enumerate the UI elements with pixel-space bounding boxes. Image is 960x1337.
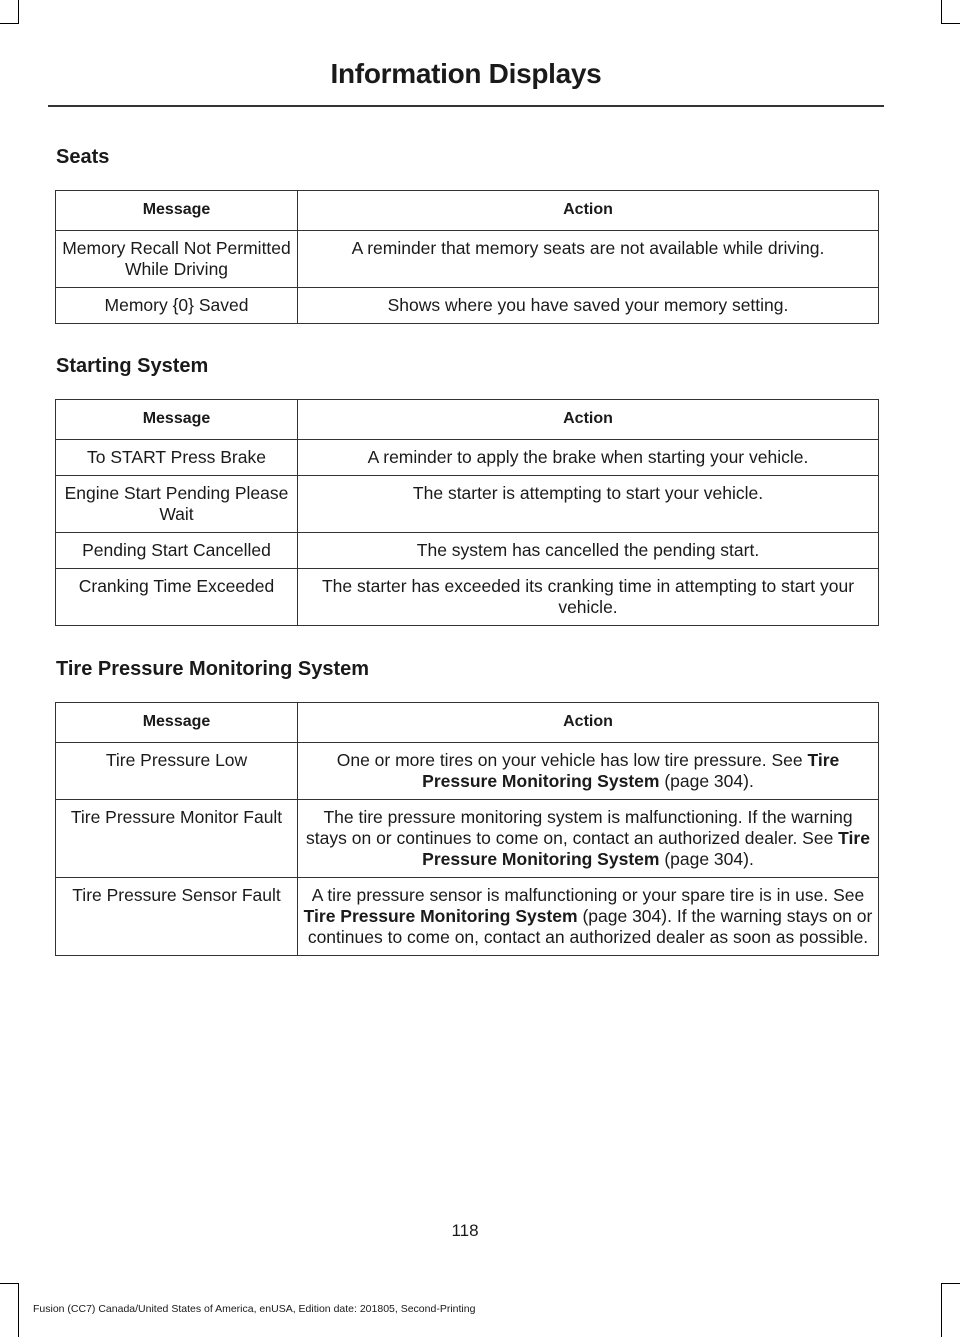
action-cell: The system has cancelled the pending start. (298, 533, 879, 569)
table-row (56, 440, 879, 476)
action-text: One or more tires on your vehicle has low tire pressure. See (336, 750, 808, 770)
table-row (56, 476, 879, 533)
message-cell: Memory Recall Not Permitted While Driving (56, 231, 298, 288)
crop-mark-top-left (0, 23, 19, 24)
table-row (56, 533, 879, 569)
footer-text: Fusion (CC7) Canada/United States of America, enUSA, Edition date: 201805, Second-Printing (33, 1303, 476, 1315)
table-row (56, 231, 879, 288)
table-starting-system (55, 399, 879, 626)
action-cell: The starter is attempting to start your vehicle. (298, 476, 879, 533)
section-title-tire-pressure: Tire Pressure Monitoring System (56, 658, 370, 680)
crop-mark-top-right (941, 0, 942, 24)
column-header-message: Message (56, 703, 298, 743)
table-row (56, 569, 879, 626)
action-cell (298, 800, 879, 878)
message-cell: Tire Pressure Low (56, 743, 298, 800)
column-header-message: Message (56, 400, 298, 440)
cross-reference-link[interactable]: Tire Pressure Monitoring System (422, 828, 870, 869)
table-tire-pressure (55, 702, 879, 956)
action-text: (page 304). If the warning stays on or continues to come on, contact an authorized dealer as soon as possible. (307, 906, 873, 947)
column-header-action: Action (298, 191, 879, 231)
page-number: 118 (451, 1221, 479, 1240)
crop-mark-bottom-right (941, 1283, 960, 1284)
table-row (56, 288, 879, 324)
message-cell: To START Press Brake (56, 440, 298, 476)
message-cell: Engine Start Pending Please Wait (56, 476, 298, 533)
table-row (56, 800, 879, 878)
action-cell (298, 878, 879, 956)
table-seats (55, 190, 879, 324)
table-row (56, 878, 879, 956)
table-row (56, 743, 879, 800)
action-cell: A reminder to apply the brake when starting your vehicle. (298, 440, 879, 476)
action-cell (298, 743, 879, 800)
crop-mark-top-right (941, 23, 960, 24)
column-header-message: Message (56, 191, 298, 231)
action-text: (page 304). (659, 771, 754, 791)
cross-reference-link[interactable]: Tire Pressure Monitoring System (422, 750, 840, 791)
page-title: Information Displays (330, 58, 602, 89)
section-title-starting-system: Starting System (56, 355, 209, 377)
section-title-seats: Seats (56, 146, 110, 168)
action-cell: A reminder that memory seats are not available while driving. (298, 231, 879, 288)
crop-mark-bottom-right (941, 1283, 942, 1337)
header-rule (48, 105, 884, 107)
action-text: A tire pressure sensor is malfunctioning or your spare tire is in use. See (311, 885, 865, 905)
column-header-action: Action (298, 703, 879, 743)
message-cell: Cranking Time Exceeded (56, 569, 298, 626)
message-cell: Memory {0} Saved (56, 288, 298, 324)
crop-mark-bottom-left (18, 1283, 19, 1337)
column-header-action: Action (298, 400, 879, 440)
action-text: The tire pressure monitoring system is malfunctioning. If the warning stays on or continues to come on, contact an authorized dealer. See (306, 807, 853, 848)
crop-mark-bottom-left (0, 1283, 19, 1284)
message-cell: Tire Pressure Sensor Fault (56, 878, 298, 956)
crop-mark-top-left (18, 0, 19, 24)
message-cell: Tire Pressure Monitor Fault (56, 800, 298, 878)
action-text: (page 304). (659, 849, 754, 869)
message-cell: Pending Start Cancelled (56, 533, 298, 569)
cross-reference-link[interactable]: Tire Pressure Monitoring System (303, 906, 578, 926)
action-cell: The starter has exceeded its cranking time in attempting to start your vehicle. (298, 569, 879, 626)
action-cell: Shows where you have saved your memory setting. (298, 288, 879, 324)
